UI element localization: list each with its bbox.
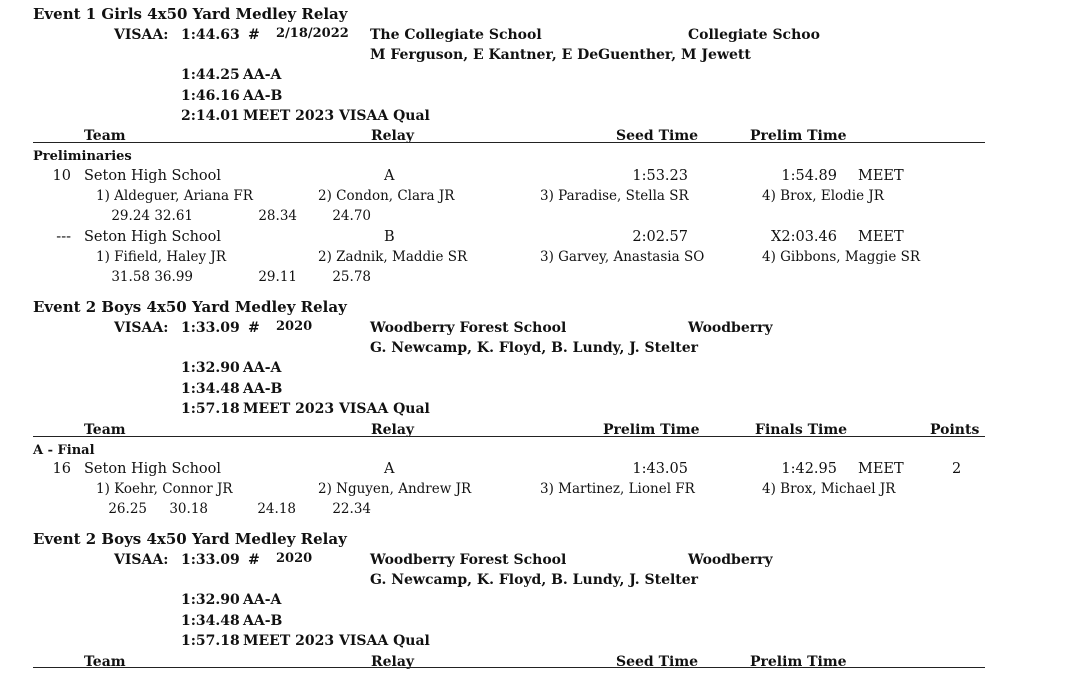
header-team: Team xyxy=(84,422,126,438)
header-team: Team xyxy=(84,128,126,144)
round-label: Preliminaries xyxy=(33,149,132,164)
swimmer: 4) Gibbons, Maggie SR xyxy=(762,249,921,265)
standard-time: 1:32.90 xyxy=(181,360,240,376)
record-label: VISAA: xyxy=(114,27,169,43)
header-prelim-time: Prelim Time xyxy=(750,654,847,670)
split: 32.61 xyxy=(154,208,193,224)
record-date: 2020 xyxy=(276,551,313,566)
swimmer: 3) Paradise, Stella SR xyxy=(540,188,689,204)
event-title: Event 2 Boys 4x50 Yard Medley Relay xyxy=(33,298,347,316)
record-school: Woodberry Forest School xyxy=(370,320,567,336)
entry-qual: MEET xyxy=(858,168,904,184)
record-swimmers: G. Newcamp, K. Floyd, B. Lundy, J. Stelter xyxy=(370,572,699,588)
header-points: Points xyxy=(930,422,980,438)
split: 24.18 xyxy=(257,501,296,517)
standard-time: 1:57.18 xyxy=(181,633,240,649)
swimmer: 4) Brox, Michael JR xyxy=(762,481,896,497)
standard-label: AA-A xyxy=(243,592,282,608)
record-mark: # xyxy=(248,27,260,43)
record-team: Collegiate Schoo xyxy=(688,27,820,43)
record-mark: # xyxy=(248,552,260,568)
entry-seed-time: 1:53.23 xyxy=(632,168,688,184)
entry-place: 16 xyxy=(52,461,71,477)
header-rule xyxy=(33,667,985,668)
header-seed-time: Seed Time xyxy=(616,654,699,670)
record-time: 1:44.63 xyxy=(181,27,240,43)
entry-prelim-time: 1:43.05 xyxy=(632,461,688,477)
entry-prelim-time: 1:54.89 xyxy=(781,168,837,184)
standard-label: MEET 2023 VISAA Qual xyxy=(243,633,430,649)
swimmer: 3) Garvey, Anastasia SO xyxy=(540,249,705,265)
standard-time: 1:34.48 xyxy=(181,381,240,397)
split: 26.25 xyxy=(108,501,147,517)
swimmer: 1) Koehr, Connor JR xyxy=(96,481,233,497)
split: 31.58 xyxy=(111,269,150,285)
entry-qual: MEET xyxy=(858,461,904,477)
entry-relay: A xyxy=(384,168,395,184)
record-date: 2/18/2022 xyxy=(276,26,349,41)
standard-time: 1:57.18 xyxy=(181,401,240,417)
entry-school: Seton High School xyxy=(84,229,222,245)
header-relay: Relay xyxy=(371,654,415,670)
entry-relay: A xyxy=(384,461,395,477)
header-prelim-time: Prelim Time xyxy=(603,422,700,438)
swimmer: 4) Brox, Elodie JR xyxy=(762,188,884,204)
header-relay: Relay xyxy=(371,128,415,144)
swimmer: 1) Fifield, Haley JR xyxy=(96,249,226,265)
standard-time: 1:32.90 xyxy=(181,592,240,608)
entry-school: Seton High School xyxy=(84,168,222,184)
standard-time: 1:44.25 xyxy=(181,67,240,83)
swimmer: 1) Aldeguer, Ariana FR xyxy=(96,188,253,204)
header-seed-time: Seed Time xyxy=(616,128,699,144)
record-date: 2020 xyxy=(276,319,313,334)
entry-qual: MEET xyxy=(858,229,904,245)
standard-label: AA-B xyxy=(243,613,283,629)
split: 29.24 xyxy=(111,208,150,224)
record-mark: # xyxy=(248,320,260,336)
event-title: Event 2 Boys 4x50 Yard Medley Relay xyxy=(33,530,347,548)
entry-finals-time: 1:42.95 xyxy=(781,461,837,477)
round-label: A - Final xyxy=(33,443,95,458)
standard-label: AA-A xyxy=(243,67,282,83)
record-label: VISAA: xyxy=(114,320,169,336)
standard-label: MEET 2023 VISAA Qual xyxy=(243,108,430,124)
swimmer: 2) Zadnik, Maddie SR xyxy=(318,249,468,265)
split: 22.34 xyxy=(332,501,371,517)
split: 36.99 xyxy=(154,269,193,285)
split: 29.11 xyxy=(258,269,297,285)
standard-label: MEET 2023 VISAA Qual xyxy=(243,401,430,417)
entry-place: --- xyxy=(56,229,71,245)
header-prelim-time: Prelim Time xyxy=(750,128,847,144)
split: 24.70 xyxy=(332,208,371,224)
swimmer: 2) Condon, Clara JR xyxy=(318,188,455,204)
entry-place: 10 xyxy=(52,168,71,184)
split: 25.78 xyxy=(332,269,371,285)
header-rule xyxy=(33,142,985,143)
record-team: Woodberry xyxy=(688,552,773,568)
record-school: The Collegiate School xyxy=(370,27,542,43)
entry-seed-time: 2:02.57 xyxy=(632,229,688,245)
header-finals-time: Finals Time xyxy=(755,422,848,438)
standard-label: AA-B xyxy=(243,88,283,104)
standard-time: 1:46.16 xyxy=(181,88,240,104)
header-team: Team xyxy=(84,654,126,670)
standard-time: 1:34.48 xyxy=(181,613,240,629)
split: 30.18 xyxy=(169,501,208,517)
header-relay: Relay xyxy=(371,422,415,438)
record-swimmers: M Ferguson, E Kantner, E DeGuenther, M Jewett xyxy=(370,47,751,63)
split: 28.34 xyxy=(258,208,297,224)
record-time: 1:33.09 xyxy=(181,320,240,336)
swimmer: 2) Nguyen, Andrew JR xyxy=(318,481,472,497)
record-team: Woodberry xyxy=(688,320,773,336)
header-rule xyxy=(33,436,985,437)
standard-label: AA-A xyxy=(243,360,282,376)
event-title: Event 1 Girls 4x50 Yard Medley Relay xyxy=(33,5,348,23)
entry-points: 2 xyxy=(952,461,962,477)
standard-label: AA-B xyxy=(243,381,283,397)
record-time: 1:33.09 xyxy=(181,552,240,568)
record-swimmers: G. Newcamp, K. Floyd, B. Lundy, J. Stelter xyxy=(370,340,699,356)
record-school: Woodberry Forest School xyxy=(370,552,567,568)
swimmer: 3) Martinez, Lionel FR xyxy=(540,481,695,497)
standard-time: 2:14.01 xyxy=(181,108,240,124)
record-label: VISAA: xyxy=(114,552,169,568)
entry-prelim-time: X2:03.46 xyxy=(771,229,837,245)
entry-relay: B xyxy=(384,229,395,245)
entry-school: Seton High School xyxy=(84,461,222,477)
